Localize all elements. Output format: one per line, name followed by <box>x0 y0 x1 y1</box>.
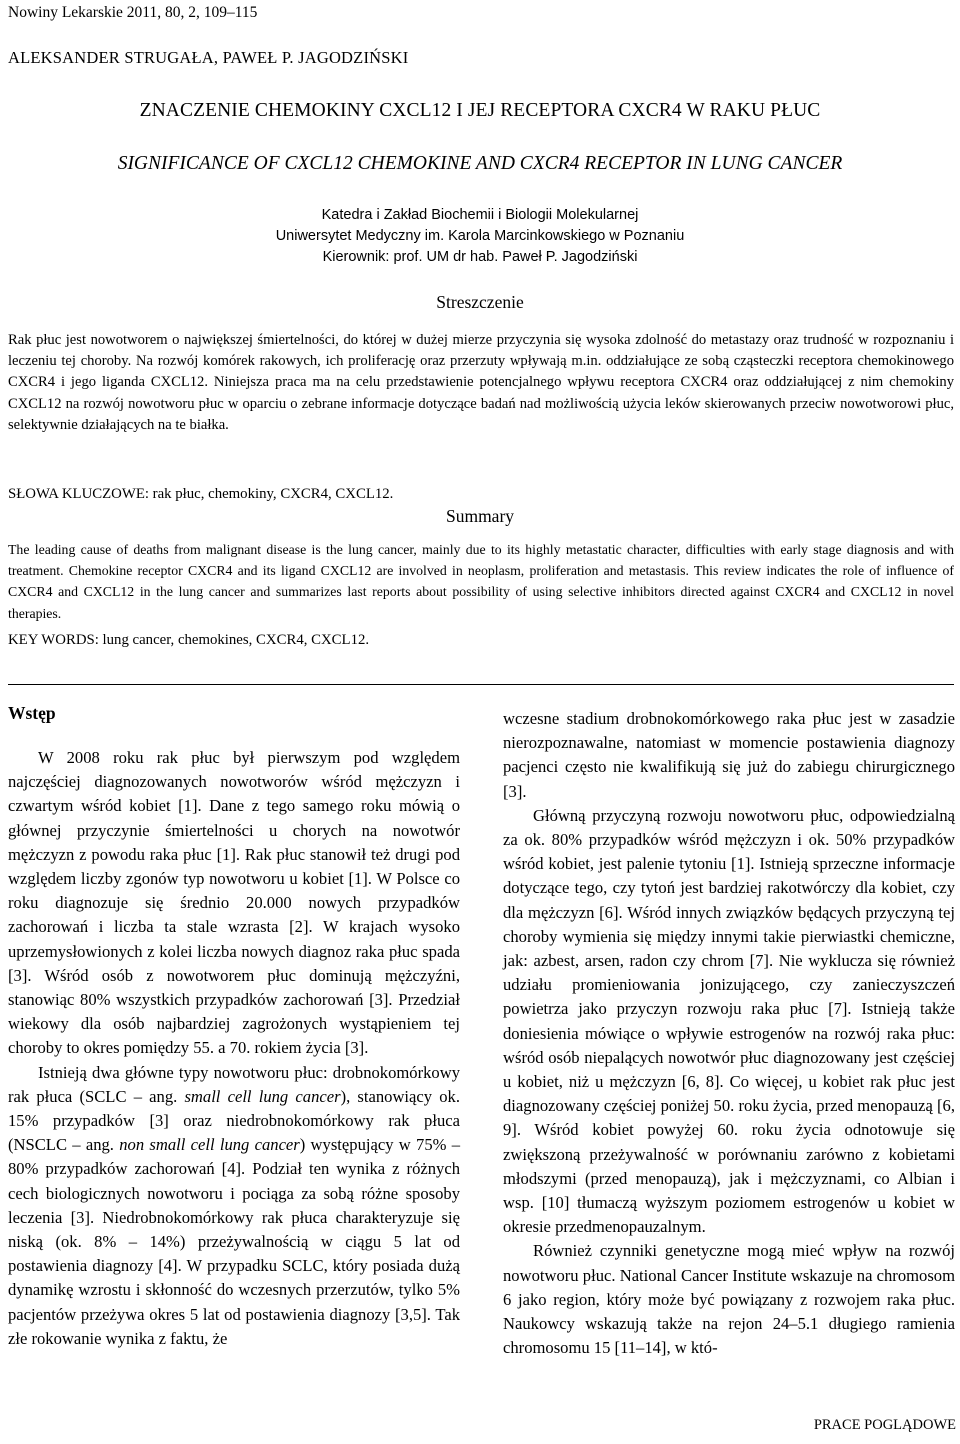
affiliation <box>0 205 960 268</box>
keywords-polish: SŁOWA KLUCZOWE: rak płuc, chemokiny, CXCR4, CXCL12. <box>8 486 394 502</box>
paragraph: wczesne stadium drobnokomórkowego raka płuc jest w zasadzie nierozpoznawalne, natomiast w momencie postawienia diagnozy pacjenci często nie kwalifikują się już do zabiegu chirurgicznego [3]. <box>503 709 955 801</box>
abstract-english: The leading cause of deaths from malignant disease is the lung cancer, mainly due to its highly metastatic character, difficulties with early stage diagnosis and with treatment. Chemokine receptor CXCR4 and its ligand CXCL12 are involved in neoplasm, proliferation and metastasis. This review indicates the role of influence of CXCR4 and CXCL12 in the lung cancer and summarizes last reports about possibility of using selective inhibitors directed against CXCR4 and CXCL12 in novel therapies. <box>8 542 954 621</box>
paragraph: Główną przyczyną rozwoju nowotworu płuc, odpowiedzialną za ok. 80% przypadków wśród mężczyzn i ok. 50% przypadków wśród kobiet, jest palenie tytoniu [1]. Istnieją sprzeczne informacje dotyczące tego, czy tytoń jest bardziej rakotwórczy dla kobiet, czy dla mężczyzn [6]. Wśród innych związków będących przyczyną tej choroby wymienia się między innymi takie pierwiastki chemiczne, jak: azbest, arsen, radon czy chrom [7]. Nie wyklucza się również udziału promieniowania jonizującego, czy zanieczyszczeń powietrza jako przyczyn rozwoju raka płuc [7]. Istnieją także doniesienia mówiące o wpływie estrogenów na rozwój raka płuc: wśród osób niepalących nowotwór płuc diagnozowany jest częściej u kobiet, niż u mężczyzn [6, 8]. Co więcej, u kobiet rak płuc jest diagnozowany częściej poniżej 50. roku życia, przed menopauzą [6, 9]. Wśród kobiet powyżej 60. roku życia odnotowuje się zwiększoną przeżywalność w porównaniu zarówno z kobietami młodszymi (przed menopauzą), jak i mężczyznami, co Albian i wsp. [10] tłumaczą wyższym poziomem estrogenów u kobiet w okresie przedmenopauzalnym. <box>503 805 955 1237</box>
section-divider <box>8 684 954 685</box>
abstract-heading-english: Summary <box>445 506 515 526</box>
affiliation-line: Uniwersytet Medyczny im. Karola Marcinkowskiego w Poznaniu <box>275 228 685 244</box>
paragraph: Istnieją dwa główne typy nowotworu płuc: drobnokomórkowy rak płuca (SCLC – ang. small cell lung cancer), stanowiący ok. 15% przypadków [3] oraz niedrobnokomórkowy rak płuca (NSCLC – ang. non small cell lung cancer) występujący w 75% – 80% przypadków zachorowań [4]. Podział ten wynika z różnych cech biologicznych nowotworu i pociąga za sobą różne sposoby leczenia [3]. Niedrobnokomórkowy rak płuca charakteryzuje się niską (ok. 8% – 14%) przeżywalnością w ciągu 5 lat od postawienia diagnozy [4]. W przypadku SCLC, który posiada dużą dynamikę wzrostu i skłonność do wczesnych przerzutów, tylko 5% pacjentów przeżywa okres 5 lat od postawienia diagnozy [3,5]. Tak złe rokowanie wynika z faktu, że <box>8 1062 461 1348</box>
authors: ALEKSANDER STRUGAŁA, PAWEŁ P. JAGODZIŃSKI <box>8 48 409 67</box>
keywords-english: KEY WORDS: lung cancer, chemokines, CXCR4, CXCL12. <box>8 632 370 648</box>
abstract-heading-polish: Streszczenie <box>436 292 524 312</box>
section-heading: Wstęp <box>8 703 56 723</box>
title-polish: ZNACZENIE CHEMOKINY CXCL12 I JEJ RECEPTORA CXCR4 W RAKU PŁUC <box>139 100 821 121</box>
footer-section-label: PRACE POGLĄDOWE <box>813 1417 956 1433</box>
body-column-left <box>8 746 460 1351</box>
body-column-right <box>503 707 955 1360</box>
paragraph: Również czynniki genetyczne mogą mieć wpływ na rozwój nowotworu płuc. National Cancer Institute wskazuje na chromosom 6 jako region, który może być powiązany z rozwojem raka płuc. Naukowcy wskazują także na rejon 24–5.1 długiego ramienia chromosomu 15 [11–14], w któ- <box>503 1241 955 1358</box>
journal-citation: Nowiny Lekarskie 2011, 80, 2, 109–115 <box>8 4 258 21</box>
affiliation-line: Katedra i Zakład Biochemii i Biologii Molekularnej <box>321 207 639 223</box>
title-english: SIGNIFICANCE OF CXCL12 CHEMOKINE AND CXCR4 RECEPTOR IN LUNG CANCER <box>117 153 843 174</box>
paragraph: W 2008 roku rak płuc był pierwszym pod względem najczęściej diagnozowanych nowotworów wśród mężczyzn i czwartym wśród kobiet [1]. Dane z tego samego roku mówią o głównej przyczynie śmiertelności u chorych na nowotwór mężczyzn z powodu raka płuc [1]. Rak płuc stanowił też drugi pod względem liczby zgonów typ nowotworu u kobiet [1]. W Polsce co roku diagnozuje się średnio 20.000 nowych przypadków zachorowań i liczba ta stale wzrasta [2]. W krajach wysoko uprzemysłowionych z kolei liczba nowych diagnoz raka płuc spada [3]. Wśród osób z nowotworem płuc dominują mężczyźni, stanowiąc 80% wszystkich przypadków zachorowań [3]. Przedział wiekowy dla osób najbardziej zagrożonych wystąpieniem tej choroby to okres pomiędzy 55. a 70. rokiem życia [3]. <box>8 748 460 1058</box>
affiliation-line: Kierownik: prof. UM dr hab. Paweł P. Jagodziński <box>322 249 638 265</box>
abstract-polish: Rak płuc jest nowotworem o największej śmiertelności, do której w dużej mierze przyczynia się wysoka zdolność do metastazy oraz trudność w rozpoznaniu i leczeniu tej choroby. Na rozwój komórek rakowych, ich proliferację oraz przerzuty wpływają m.in. oddziałujące ze sobą cząsteczki receptora chemokinowego CXCR4 i jego liganda CXCL12. Niniejsza praca ma na celu przedstawienie potencjalnego wpływu receptora CXCR4 oraz oddziałującej z nim chemokiny CXCL12 na rozwój nowotworu płuc w oparciu o zebrane informacje dotyczące badań nad możliwością użycia leków skierowanych przeciw nowotworowi płuc, selektywnie działających na te białka. <box>8 332 954 433</box>
